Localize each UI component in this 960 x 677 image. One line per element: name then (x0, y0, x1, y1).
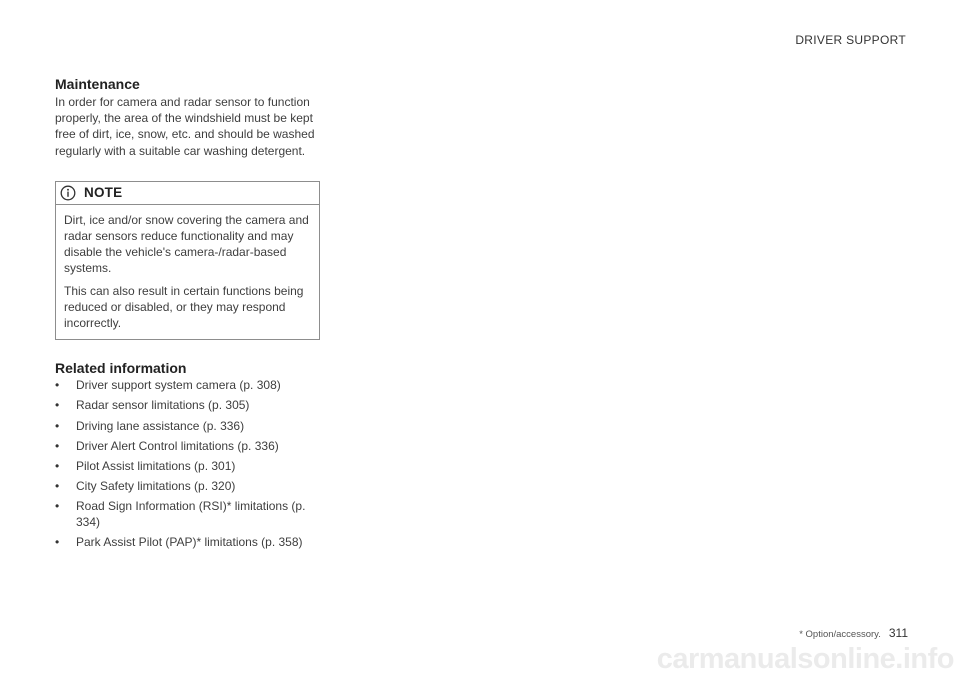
related-information-list (55, 378, 320, 550)
related-link[interactable]: • Driver Alert Control limitations (p. 336) (55, 439, 320, 455)
note-paragraph: Dirt, ice and/or snow covering the camera and radar sensors reduce functionality and may disable the vehicle's camera-/radar-based systems. (64, 212, 309, 276)
option-footnote: * Option/accessory. (799, 629, 881, 640)
related-link[interactable]: • Driving lane assistance (p. 336) (55, 419, 320, 435)
page-content (55, 76, 320, 555)
note-box (55, 181, 320, 340)
maintenance-heading: Maintenance (55, 76, 140, 92)
related-link[interactable]: • Pilot Assist limitations (p. 301) (55, 459, 320, 475)
related-link[interactable]: • Park Assist Pilot (PAP)* limitations (p. 358) (55, 535, 320, 551)
note-title: NOTE (84, 185, 123, 201)
maintenance-text: In order for camera and radar sensor to function properly, the area of the windshield must be kept free of dirt, ice, snow, etc. and should be washed regularly with a suitable car washing detergent. (55, 95, 315, 158)
related-link[interactable]: • Driver support system camera (p. 308) (55, 378, 320, 394)
section-header: DRIVER SUPPORT (795, 33, 906, 47)
watermark: carmanualsonline.info (656, 643, 954, 675)
related-information-heading: Related information (55, 360, 187, 377)
related-link[interactable]: • City Safety limitations (p. 320) (55, 479, 320, 495)
related-link[interactable]: • Radar sensor limitations (p. 305) (55, 398, 320, 414)
info-circle-icon (60, 185, 76, 201)
page-number: 311 (888, 626, 908, 640)
note-header (56, 182, 319, 205)
note-paragraph: This can also result in certain functions being reduced or disabled, or they may respond incorrectly. (64, 283, 304, 331)
note-body (56, 205, 319, 339)
related-link[interactable]: • Road Sign Information (RSI)* limitations (p. 334) (55, 499, 320, 530)
page-footer (799, 626, 908, 640)
